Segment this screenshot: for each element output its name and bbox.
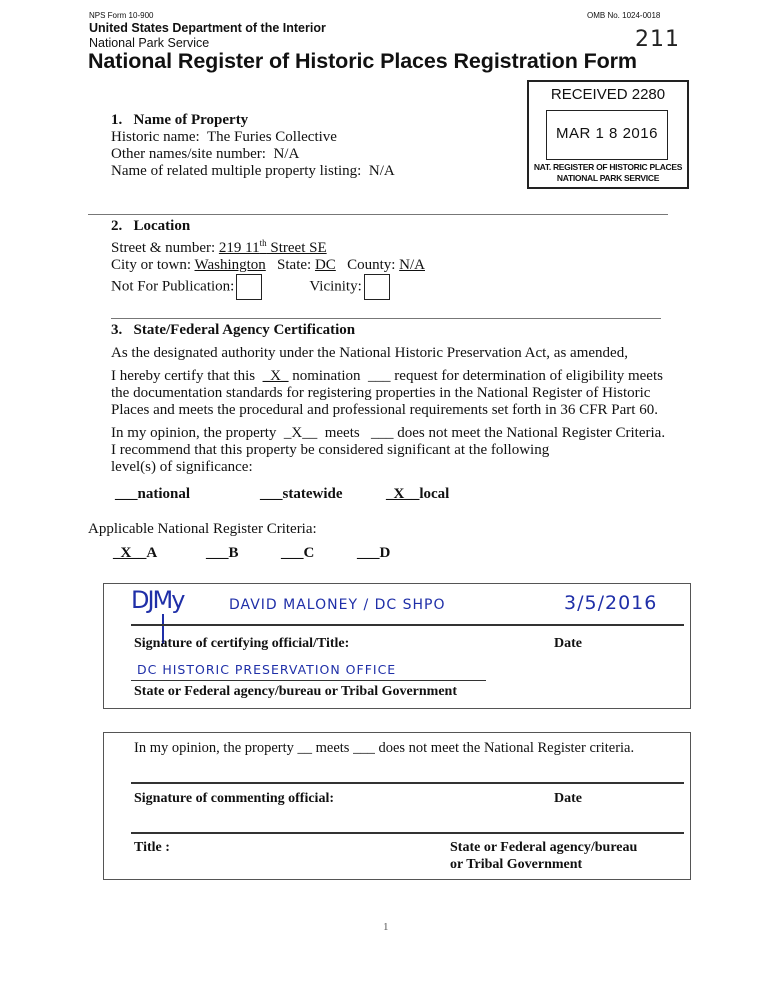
criterion-a-label: A xyxy=(146,545,158,561)
commenting-official-box xyxy=(103,732,691,880)
level-national-mark: ___ xyxy=(115,486,138,502)
county-value: N/A xyxy=(399,257,425,273)
stamp-date: MAR 1 8 2016 xyxy=(556,125,658,142)
criterion-b-label: B xyxy=(228,545,239,561)
other-names-label: Other names/site number: xyxy=(111,146,266,162)
criterion-b xyxy=(206,545,239,562)
other-names-row xyxy=(111,146,395,163)
opinion-line xyxy=(111,425,691,442)
page-title: National Register of Historic Places Registration Form xyxy=(88,49,637,73)
divider-1 xyxy=(88,214,668,215)
recommend-line1: I recommend that this property be considered significant at the following xyxy=(111,442,550,458)
criterion-c xyxy=(281,545,314,562)
certifying-agency-label: State or Federal agency/bureau or Tribal Government xyxy=(134,684,458,699)
publication-row xyxy=(111,274,425,300)
agency-name: National Park Service xyxy=(89,36,210,50)
criterion-c-mark: ___ xyxy=(281,545,304,561)
commenting-agency-label-2: or Tribal Government xyxy=(450,857,583,872)
city-row xyxy=(111,257,425,274)
stamp-received: RECEIVED 2280 xyxy=(550,86,666,103)
street-number: 219 11 xyxy=(218,240,260,256)
certify-line2: the documentation standards for registering properties in the National Register of Historic xyxy=(111,385,651,401)
certify-line1 xyxy=(111,368,691,385)
certifying-date-label: Date xyxy=(554,636,582,651)
historic-name-value: The Furies Collective xyxy=(206,129,337,145)
request-mark: ___ xyxy=(368,368,391,384)
state-label: State: xyxy=(277,257,312,273)
street-name: Street SE xyxy=(266,240,327,256)
street-row xyxy=(111,235,425,257)
criterion-d-mark: ___ xyxy=(357,545,380,561)
opinion-pre: In my opinion, the property xyxy=(111,425,277,441)
certify-post: request for determination of eligibility meets xyxy=(394,368,663,384)
commenting-date-label: Date xyxy=(554,791,582,806)
city-value: Washington xyxy=(194,257,266,273)
level-statewide-label: statewide xyxy=(282,486,343,502)
certifying-agency-value: DC HISTORIC PRESERVATION OFFICE xyxy=(137,662,397,677)
nomination-label: nomination xyxy=(292,368,361,384)
level-local-mark: _X__ xyxy=(386,486,420,502)
section2 xyxy=(111,218,425,300)
criterion-d xyxy=(357,545,390,562)
not-meet-label: does not meet the National Register Criteria. xyxy=(397,425,666,441)
stamp-date-box xyxy=(546,110,668,160)
street-value xyxy=(219,240,327,256)
commenting-agency-label-1: State or Federal agency/bureau xyxy=(450,840,638,855)
level-national xyxy=(115,486,190,503)
certifying-signature-label: Signature of certifying official/Title: xyxy=(134,636,350,651)
agency-line[interactable] xyxy=(131,680,486,681)
state-value: DC xyxy=(314,257,336,273)
certify-line3: Places and meets the procedural and professional requirements set forth in 36 CFR Part 60. xyxy=(111,402,658,418)
department-name: United States Department of the Interior xyxy=(89,21,326,35)
signer-name: DAVID MALONEY / DC SHPO xyxy=(229,597,446,613)
vicinity-checkbox[interactable] xyxy=(364,274,390,300)
section1-heading: 1. Name of Property xyxy=(111,112,249,128)
street-ordinal: th xyxy=(259,238,267,248)
street-label: Street & number: xyxy=(111,240,216,256)
level-local xyxy=(386,486,449,503)
signed-date: 3/5/2016 xyxy=(564,592,658,614)
related-listing-row xyxy=(111,163,395,180)
not-for-publication-label: Not For Publication: xyxy=(111,278,235,295)
criterion-a-mark: _X__ xyxy=(113,545,147,561)
commenting-signature-line[interactable] xyxy=(131,782,684,784)
meets-mark: _X__ xyxy=(283,425,318,441)
signature-scrawl: DJMy xyxy=(131,586,184,614)
other-names-value: N/A xyxy=(273,146,300,162)
section3 xyxy=(111,322,691,476)
section3-heading: 3. State/Federal Agency Certification xyxy=(111,322,356,338)
level-statewide xyxy=(260,486,343,503)
recommend-line2: level(s) of significance: xyxy=(111,459,253,475)
criteria-label: Applicable National Register Criteria: xyxy=(88,521,317,537)
handwritten-number: 211 xyxy=(635,27,680,52)
stamp-line2: NATIONAL PARK SERVICE xyxy=(556,173,660,183)
signature-line[interactable] xyxy=(131,624,684,626)
level-statewide-mark: ___ xyxy=(260,486,283,502)
level-local-label: local xyxy=(419,486,450,502)
received-stamp xyxy=(527,80,689,189)
historic-name-row xyxy=(111,129,395,146)
level-national-label: national xyxy=(137,486,191,502)
authority-text: As the designated authority under the National Historic Preservation Act, as amended, xyxy=(111,345,628,361)
city-label: City or town: xyxy=(111,257,192,273)
page-number: 1 xyxy=(383,921,389,933)
divider-2 xyxy=(111,318,661,319)
related-listing-label: Name of related multiple property listing: xyxy=(111,163,362,179)
criterion-c-label: C xyxy=(303,545,315,561)
commenting-signature-label: Signature of commenting official: xyxy=(134,791,334,806)
historic-name-label: Historic name: xyxy=(111,129,200,145)
not-meet-mark: ___ xyxy=(370,425,394,441)
not-for-publication-checkbox[interactable] xyxy=(236,274,262,300)
commenting-title-label: Title : xyxy=(134,840,170,855)
stamp-line1: NAT. REGISTER OF HISTORIC PLACES xyxy=(533,162,683,172)
meets-label: meets xyxy=(324,425,360,441)
criterion-a xyxy=(113,545,157,562)
nomination-mark: _X_ xyxy=(262,368,289,384)
certifying-official-box xyxy=(103,583,691,709)
county-label: County: xyxy=(347,257,396,273)
section1 xyxy=(111,112,395,180)
omb-number: OMB No. 1024-0018 xyxy=(587,11,661,20)
vicinity-label: Vicinity: xyxy=(309,278,362,295)
commenting-title-line[interactable] xyxy=(131,832,684,834)
criterion-d-label: D xyxy=(379,545,391,561)
form-number: NPS Form 10-900 xyxy=(89,11,154,20)
criterion-b-mark: ___ xyxy=(206,545,229,561)
section2-heading: 2. Location xyxy=(111,218,191,234)
commenting-opinion: In my opinion, the property __ meets ___ does not meet the National Register criteria. xyxy=(134,740,635,756)
certify-pre: I hereby certify that this xyxy=(111,368,256,384)
related-listing-value: N/A xyxy=(368,163,395,179)
